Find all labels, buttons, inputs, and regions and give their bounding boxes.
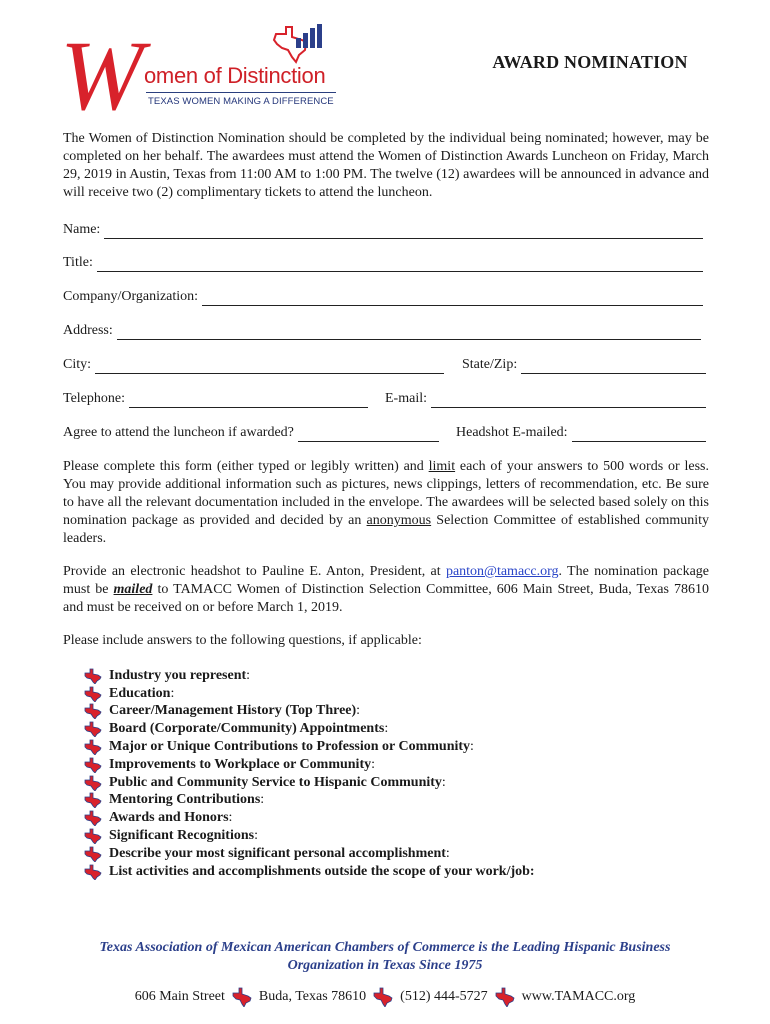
question-text: Awards and Honors bbox=[109, 810, 229, 826]
question-suffix: : bbox=[260, 792, 265, 808]
texas-icon bbox=[83, 757, 103, 773]
email-label: E-mail: bbox=[385, 391, 427, 406]
footer-organization bbox=[60, 939, 710, 975]
question-item bbox=[83, 685, 703, 703]
question-text: Describe your most significant personal accomplishment bbox=[109, 845, 446, 861]
agree-label: Agree to attend the luncheon if awarded? bbox=[63, 425, 294, 440]
footer-phone: (512) 444-5727 bbox=[400, 989, 488, 1004]
title-field[interactable] bbox=[63, 254, 703, 272]
question-suffix: : bbox=[371, 756, 375, 772]
question-text: Public and Community Service to Hispanic Community bbox=[109, 774, 442, 790]
question-text: Career/Management History (Top Three) bbox=[109, 703, 357, 719]
question-suffix: : bbox=[246, 667, 251, 683]
question-text: Education bbox=[109, 685, 171, 701]
texas-icon bbox=[372, 987, 394, 1007]
limit-emphasis: limit bbox=[428, 459, 456, 474]
footer-contact bbox=[0, 987, 770, 1007]
texas-icon bbox=[83, 792, 103, 808]
questions-list bbox=[83, 667, 703, 881]
question-item bbox=[83, 809, 703, 827]
texas-icon bbox=[83, 686, 103, 702]
texas-icon bbox=[83, 668, 103, 684]
headshot-label: Headshot E-mailed: bbox=[456, 425, 568, 440]
texas-icon bbox=[83, 721, 103, 737]
instructions-text-2: each of your answers to 500 words or less. You may provide additional information such as pictures, news clippings, letters of recommendation, etc. Be sure to have all the relevant documentation included in the envelope. The awardees will be selected based solely on this nomination package as provided and decided by an bbox=[63, 459, 709, 528]
telephone-label: Telephone: bbox=[63, 391, 125, 406]
company-field[interactable] bbox=[63, 288, 703, 306]
contact-email-link[interactable]: panton@tamacc.org bbox=[445, 564, 559, 579]
logo-title: omen of Distinction bbox=[144, 63, 326, 88]
logo-initial: W bbox=[60, 20, 144, 131]
footer-city: Buda, Texas 78610 bbox=[258, 989, 367, 1004]
question-suffix: : bbox=[445, 845, 450, 861]
question-text: Mentoring Contributions bbox=[109, 792, 261, 808]
page-title: AWARD NOMINATION bbox=[492, 52, 688, 72]
texas-icon bbox=[83, 775, 103, 791]
question-item bbox=[83, 667, 703, 685]
questions-intro: Please include answers to the following questions, if applicable: bbox=[63, 633, 422, 648]
question-item bbox=[83, 827, 703, 845]
headshot-field[interactable] bbox=[456, 424, 706, 442]
instructions-text-3: Selection Committee of established community leaders. bbox=[63, 513, 710, 546]
question-item bbox=[83, 863, 703, 881]
email-field[interactable] bbox=[385, 390, 706, 408]
texas-bar-chart-icon bbox=[272, 24, 332, 64]
name-label: Name: bbox=[63, 222, 101, 237]
instructions-paragraph bbox=[63, 458, 709, 548]
city-label: City: bbox=[63, 357, 92, 372]
agree-field[interactable] bbox=[63, 424, 439, 442]
footer-org-line-2: Organization in Texas Since 1975 bbox=[287, 958, 483, 973]
question-item bbox=[83, 774, 703, 792]
intro-paragraph: The Women of Distinction Nomination should be completed by the individual being nominated; however, may be completed on her behalf. The awardees must attend the Women of Distinction Awards Luncheon on Friday, March 29, 2019 in Austin, Texas from 11:00 AM to 1:00 PM. The twelve (12) awardees will be announced in advance and will receive two (2) complimentary tickets to attend the luncheon. bbox=[63, 131, 709, 200]
question-suffix: : bbox=[470, 739, 474, 755]
anonymous-emphasis: anonymous bbox=[366, 513, 432, 528]
state-zip-line[interactable] bbox=[521, 360, 706, 374]
texas-icon bbox=[83, 828, 103, 844]
question-item bbox=[83, 703, 703, 721]
company-label: Company/Organization: bbox=[63, 289, 199, 304]
question-suffix: : bbox=[384, 721, 389, 737]
state-zip-field[interactable] bbox=[462, 356, 706, 374]
state-zip-label: State/Zip: bbox=[462, 357, 518, 372]
question-text: List activities and accomplishments outside the scope of your work/job: bbox=[109, 863, 535, 879]
women-of-distinction-logo bbox=[60, 14, 350, 131]
question-suffix: : bbox=[228, 810, 233, 826]
texas-icon bbox=[83, 846, 103, 862]
address-field[interactable] bbox=[63, 322, 701, 340]
telephone-field[interactable] bbox=[63, 390, 368, 408]
question-item bbox=[83, 845, 703, 863]
email-line[interactable] bbox=[431, 394, 706, 408]
submission-text-2: . The nomination package must be bbox=[63, 564, 709, 597]
title-line[interactable] bbox=[97, 258, 703, 272]
question-suffix: : bbox=[356, 703, 361, 719]
question-suffix: : bbox=[254, 828, 258, 844]
address-line[interactable] bbox=[117, 326, 701, 340]
question-text: Significant Recognitions bbox=[109, 828, 255, 844]
address-label: Address: bbox=[63, 323, 113, 338]
logo-divider bbox=[146, 92, 336, 93]
title-label: Title: bbox=[63, 255, 93, 270]
question-suffix: : bbox=[170, 685, 175, 701]
submission-paragraph bbox=[63, 563, 709, 617]
texas-icon bbox=[83, 810, 103, 826]
agree-line[interactable] bbox=[298, 428, 439, 442]
submission-text-1: Provide an electronic headshot to Pauline E. Anton, President, at bbox=[63, 564, 446, 579]
texas-icon bbox=[83, 739, 103, 755]
footer-org-line-1: Texas Association of Mexican American Chambers of Commerce is the Leading Hispanic Business bbox=[99, 940, 671, 955]
city-field[interactable] bbox=[63, 356, 444, 374]
question-text: Industry you represent bbox=[109, 667, 247, 683]
question-item bbox=[83, 738, 703, 756]
headshot-line[interactable] bbox=[572, 428, 706, 442]
instructions-text-1: Please complete this form (either typed or legibly written) and bbox=[63, 459, 429, 474]
company-line[interactable] bbox=[202, 292, 703, 306]
footer-address: 606 Main Street bbox=[134, 989, 225, 1004]
city-line[interactable] bbox=[95, 360, 444, 374]
question-item bbox=[83, 720, 703, 738]
footer-website[interactable]: www.TAMACC.org bbox=[521, 989, 636, 1004]
question-item bbox=[83, 756, 703, 774]
mailed-emphasis: mailed bbox=[113, 582, 153, 597]
texas-icon bbox=[83, 864, 103, 880]
question-text: Board (Corporate/Community) Appointments bbox=[109, 721, 385, 737]
question-item bbox=[83, 792, 703, 810]
texas-icon bbox=[83, 703, 103, 719]
submission-text-3: to TAMACC Women of Distinction Selection Committee, 606 Main Street, Buda, Texas 78610 and must be received on or before March 1, 2019. bbox=[63, 582, 709, 615]
question-text: Improvements to Workplace or Community bbox=[109, 756, 372, 772]
name-field[interactable] bbox=[63, 221, 703, 239]
texas-icon bbox=[494, 987, 516, 1007]
question-text: Major or Unique Contributions to Profession or Community bbox=[109, 739, 471, 755]
name-line[interactable] bbox=[104, 225, 703, 239]
texas-icon bbox=[231, 987, 253, 1007]
logo-tagline: TEXAS WOMEN MAKING A DIFFERENCE bbox=[148, 96, 334, 107]
telephone-line[interactable] bbox=[129, 394, 368, 408]
question-suffix: : bbox=[441, 774, 446, 790]
